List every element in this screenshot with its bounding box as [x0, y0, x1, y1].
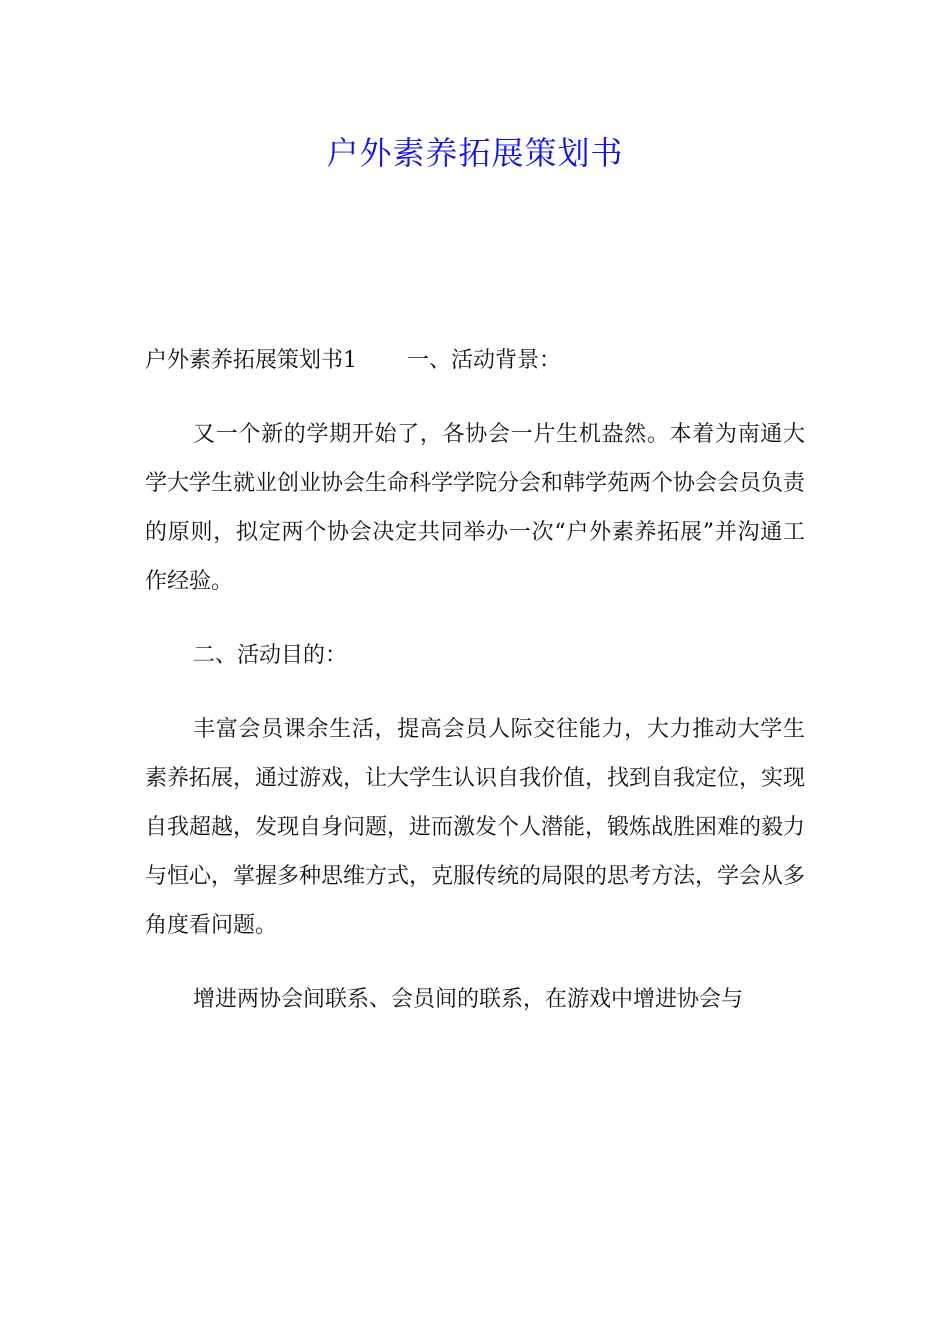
document-title: 户外素养拓展策划书 — [326, 134, 624, 172]
document-body — [145, 336, 805, 1049]
paragraph-background: 又一个新的学期开始了，各协会一片生机盎然。本着为南通大学大学生就业创业协会生命科学学院分会和韩学苑两个协会会员负责的原则，拟定两个协会决定共同举办一次“户外素养拓展”并沟通工作经验。 — [145, 422, 806, 594]
paragraph-purpose: 丰富会员课余生活，提高会员人际交往能力，大力推动大学生素养拓展，通过游戏，让大学生认识自我价值，找到自我定位，实现自我超越，发现自身问题，进而激发个人潜能，锻炼战胜困难的毅力与恒心，掌握多种思维方式，克服传统的局限的思考方法，学会从多角度看问题。 — [145, 717, 806, 938]
intro-line — [145, 336, 805, 385]
paragraph-connection: 增进两协会间联系、会员间的联系，在游戏中增进协会与 — [193, 987, 744, 1012]
document-lead: 户外素养拓展策划书1 — [145, 348, 357, 373]
section-heading-background: 一、活动背景： — [407, 348, 562, 373]
section-heading-purpose: 二、活动目的： — [193, 643, 348, 668]
